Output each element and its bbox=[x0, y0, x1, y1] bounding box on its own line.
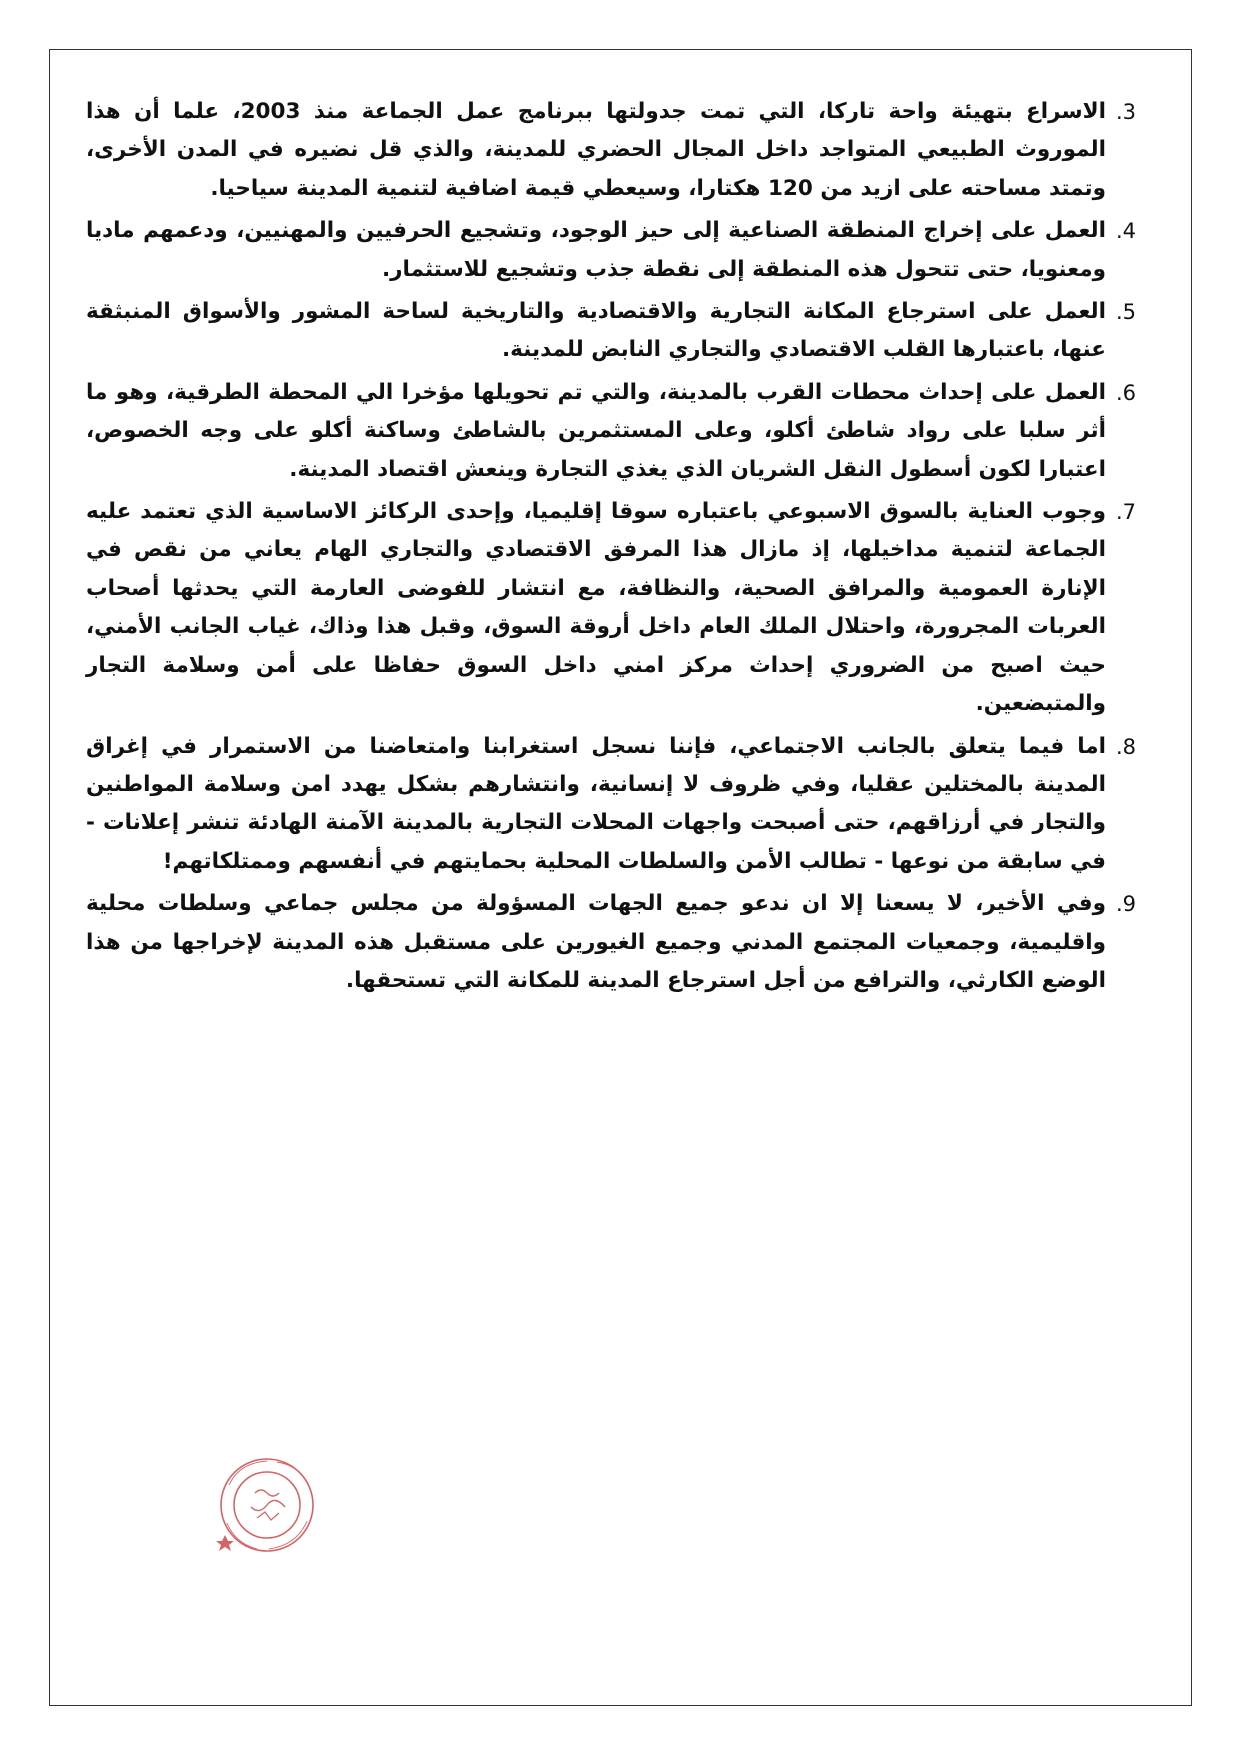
organization-stamp bbox=[215, 1455, 320, 1555]
item-number: 9. bbox=[1115, 892, 1136, 917]
list-item bbox=[86, 885, 1136, 1000]
document-body bbox=[86, 93, 1136, 1004]
item-number: 5. bbox=[1115, 300, 1136, 325]
list-item bbox=[86, 93, 1136, 208]
item-text: العمل على إخراج المنطقة الصناعية إلى حيز الوجود، وتشجيع الحرفيين والمهنيين، ودعمهم ماديا ومعنويا، حتى تتحول هذه المنطقة إلى نقطة جذب وتشجيع للاستثمار. bbox=[86, 218, 1106, 282]
item-text: العمل على إحداث محطات القرب بالمدينة، والتي تم تحويلها مؤخرا الي المحطة الطرقية، وهو ما أثر سلبا على رواد شاطئ أكلو، وعلى المستثمرين بالشاطئ وساكنة أكلو على وجه الخصوص، اعتبارا لكون أسطول النقل الشريان الذي يغذي التجارة وينعش اقتصاد المدينة. bbox=[86, 379, 1106, 482]
list-item bbox=[86, 374, 1136, 489]
item-number: 7. bbox=[1115, 500, 1136, 525]
item-number: 8. bbox=[1115, 734, 1136, 759]
item-text: الاسراع بتهيئة واحة تاركا، التي تمت جدولتها ببرنامج عمل الجماعة منذ 2003، علما أن هذا الموروث الطبيعي المتواجد داخل المجال الحضري للمدينة، والذي قل نضيره في المدن الأخرى، وتمتد مساحته على ازيد من 120 هكتارا، وسيعطي قيمة اضافية لتنمية المدينة سياحيا. bbox=[86, 99, 1106, 201]
item-text: وفي الأخير، لا يسعنا إلا ان ندعو جميع الجهات المسؤولة من مجلس جماعي وسلطات محلية واقليمية، وجمعيات المجتمع المدني وجميع الغيورين على مستقبل هذه المدينة لإخراجها من هذا الوضع الكارثي، والترافع من أجل استرجاع المدينة للمكانة التي تستحقها. bbox=[86, 891, 1106, 993]
item-text: اما فيما يتعلق بالجانب الاجتماعي، فإننا نسجل استغرابنا وامتعاضنا من الاستمرار في إغراق المدينة بالمختلين عقليا، وفي ظروف لا إنسانية، وانتشارهم بشكل يهدد امن وسلامة المواطنين والتجار في أرزاقهم، حتى أصبحت واجهات المحلات التجارية بالمدينة الآمنة الهادئة تنشر إعلانات - في سابقة من نوعها - تطالب الأمن والسلطات المحلية بحمايتهم في أنفسهم وممتلكاتهم! bbox=[86, 733, 1106, 874]
list-item bbox=[86, 212, 1136, 289]
item-number: 3. bbox=[1115, 100, 1136, 124]
list-item bbox=[86, 728, 1136, 882]
item-text: وجوب العناية بالسوق الاسبوعي باعتباره سوقا إقليميا، وإحدى الركائز الاساسية الذي تعتمد عليه الجماعة لتنمية مداخيلها، إذ مازال هذا المرفق الاقتصادي والتجاري الهام يعاني من نقص في الإنارة العمومية والمرافق الصحية، والنظافة، مع انتشار للفوضى العارمة التي يحدثها أصحاب العربات المجرورة، واحتلال الملك العام داخل أروقة السوق، وقبل هذا وذاك، غياب الجانب الأمني، حيث اصبح من الضروري إحداث مركز امني داخل السوق حفاظا على أمن وسلامة التجار والمتبضعين. bbox=[86, 499, 1106, 717]
item-number: 4. bbox=[1115, 219, 1136, 244]
list-item bbox=[86, 493, 1136, 723]
list-item bbox=[86, 293, 1136, 370]
item-text: العمل على استرجاع المكانة التجارية والاقتصادية والتاريخية لساحة المشور والأسواق المنبثقة عنها، باعتبارها القلب الاقتصادي والتجاري النابض للمدينة. bbox=[86, 299, 1106, 363]
item-number: 6. bbox=[1115, 380, 1136, 405]
